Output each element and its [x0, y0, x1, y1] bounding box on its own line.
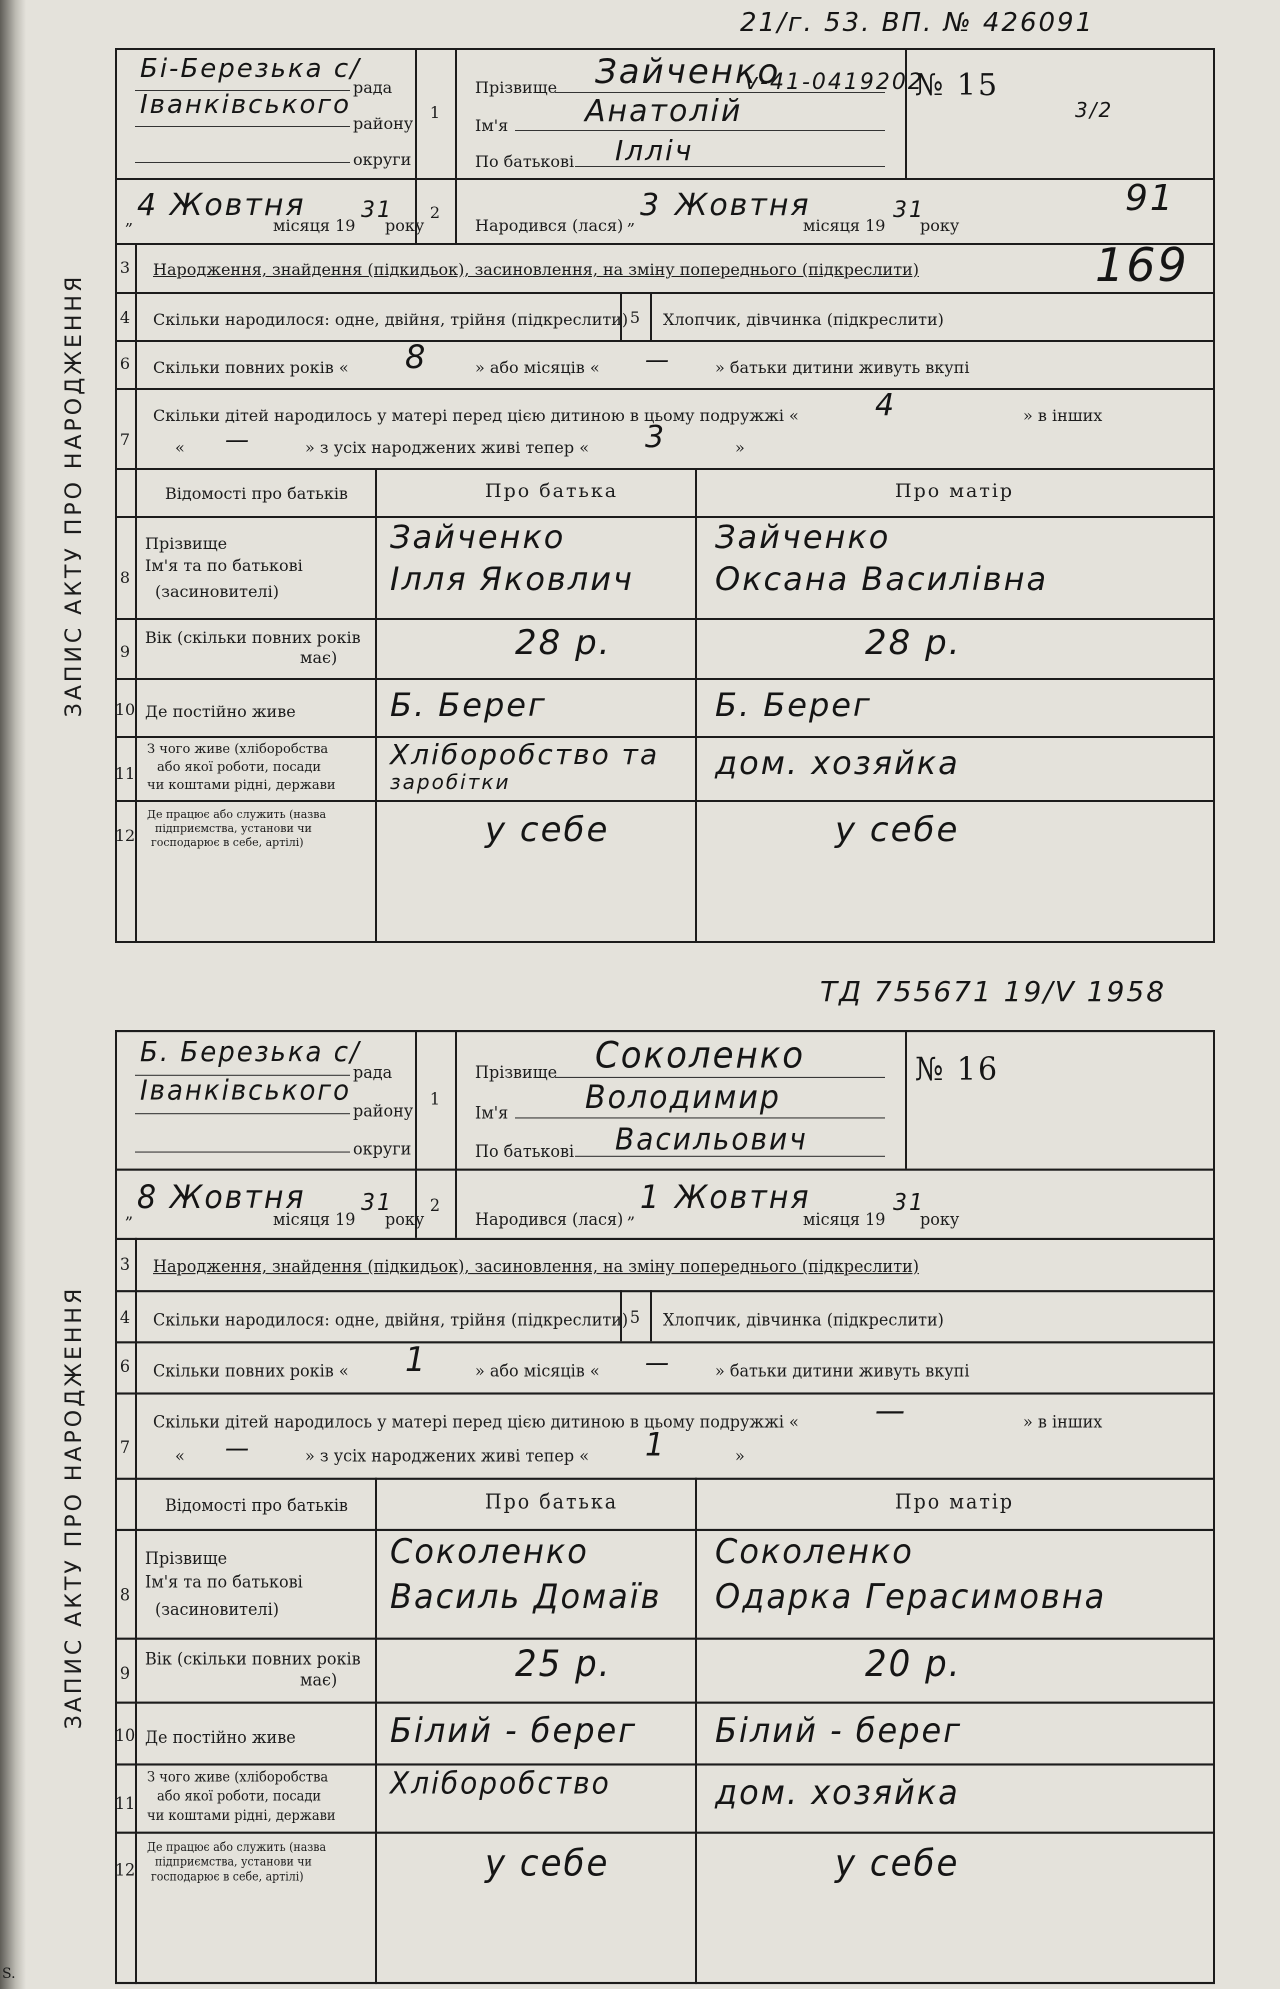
birth-day: 1	[640, 1179, 662, 1217]
row6-b: » або місяців «	[475, 1360, 600, 1381]
reg-year-label: року	[385, 1209, 425, 1230]
birth-month-label: місяця 19	[803, 216, 886, 235]
father-residence: Б. Берег	[390, 686, 547, 724]
father-work: у себе	[485, 1842, 610, 1885]
birth-year: 31	[893, 1189, 925, 1217]
binding-shadow	[0, 0, 26, 1989]
okruha-label: округи	[353, 150, 412, 169]
side-title: ЗАПИС АКТУ ПРО НАРОДЖЕННЯ	[62, 273, 88, 718]
mother-age: 28 р.	[865, 623, 962, 663]
father-occupation-2: заробітки	[390, 770, 511, 794]
surname-label: Прізвище	[475, 78, 558, 97]
surname-label: Прізвище	[475, 1061, 558, 1083]
raion-label: району	[353, 114, 414, 133]
father-name-2: Ілля Яковлич	[390, 560, 634, 598]
birth-month: Жовтня	[675, 1179, 811, 1217]
row4-text: Скільки народилося: одне, двійня, трійня (підкреслити)	[153, 1309, 629, 1330]
name-value: Володимир	[585, 1079, 781, 1117]
row3-text: Народження, знайдення (підкидьок), засиновлення, на зміну попереднього (підкреслити)	[153, 260, 919, 279]
birth-month: Жовтня	[675, 188, 811, 223]
married-years: 1	[405, 1339, 428, 1380]
row6-c: » батьки дитини живуть вкупі	[715, 358, 970, 377]
patronymic-value: Васильович	[615, 1121, 808, 1157]
mother-age: 20 р.	[865, 1642, 962, 1686]
row6-a: Скільки повних років «	[153, 358, 349, 377]
born-label: Народився (лася)	[475, 216, 624, 235]
rada-value: Бі-Березька с/	[140, 54, 361, 84]
birth-day: 3	[640, 188, 662, 223]
father-age: 28 р.	[515, 623, 612, 663]
mother-residence: Білий - берег	[715, 1710, 963, 1751]
mother-name-2: Оксана Василівна	[715, 560, 1049, 598]
patronymic-label: По батькові	[475, 152, 575, 171]
surname-value: Соколенко	[595, 1034, 806, 1077]
father-header: Про батька	[485, 1490, 619, 1514]
birth-month-label: місяця 19	[803, 1209, 886, 1230]
mother-header: Про матір	[895, 1490, 1015, 1514]
mother-name-1: Зайченко	[715, 518, 891, 556]
surname-value: Зайченко	[595, 52, 781, 92]
row5-text: Хлопчик, дівчинка (підкреслити)	[663, 1309, 944, 1330]
father-occupation-1: Хліборобство та	[390, 738, 660, 771]
father-name-1: Зайченко	[390, 518, 566, 556]
form-grid: Бі-Березька с/ рада Іванківського району округи 1 „ 4 Жовтня місяця 19 31 року 2 Прізвище Зайченко Ім'я Анатолій По батькові Ілліч № 15 v-41-0419202 3/2 169 91 Народився (лася) „ 3 Жовтня місяця 19 31 року 3 Народження, знайдення (підкидьок), засиновлення, на зміну попереднього (підкреслити) 4 Скільки народилося: одне, двійня, трійня (підкреслити) 5 Хлопчик, дівчинка (підкреслити) 6 Скільки повних років « 8 » або місяців « — » батьки дитини живуть вкупі 7 Скільки дітей народилось у матері перед цією дитиною в цьому подружжі « 4 » в інших « — » з усіх народжених живі тепер « 3 » Відомості про батьків Про батька Про матір 8 Прізвище Ім'я та по батькові (засиновителі) Зайченко Ілля Яковлич Зайченко Оксана Василівна 9 Вік (скільки повних років має) 28 р. 28 р. 10 Де постійно живе Б. Берег Б. Берег 11 З чого живе (хліборобства або якої роботи, посади чи коштами рідні, держави Хліборобство та заробітки дом. хозяйка 12 Де працює або служить (назва підприємства, установи чи господарює в себе, артілі) у себе у себе	[115, 48, 1215, 943]
birth-year-label: року	[920, 1209, 960, 1230]
parents-info-header: Відомості про батьків	[165, 1494, 348, 1516]
mid-annotation: ТД 755671 19/V 1958	[820, 975, 1167, 1008]
father-name-2: Василь Домаїв	[390, 1575, 662, 1617]
reg-month: Жовтня	[170, 1179, 306, 1217]
row7-b: » в інших	[1023, 1411, 1103, 1432]
mother-occupation: дом. хозяйка	[715, 744, 960, 782]
name-label: Ім'я	[475, 1102, 509, 1123]
birth-year-label: року	[920, 216, 960, 235]
father-occupation-1: Хліборобство	[390, 1765, 611, 1801]
name-value: Анатолій	[585, 94, 743, 129]
raion-label: району	[353, 1100, 414, 1121]
side-title: ЗАПИС АКТУ ПРО НАРОДЖЕННЯ	[62, 1285, 88, 1730]
father-name-1: Соколенко	[390, 1531, 589, 1572]
footer-mark: S.	[2, 1966, 16, 1982]
rada-label: рада	[353, 1061, 393, 1083]
record-number: № 16	[915, 1051, 1000, 1089]
father-age: 25 р.	[515, 1642, 612, 1686]
mother-work: у себе	[835, 810, 960, 850]
row7-a: Скільки дітей народилось у матері перед цією дитиною в цьому подружжі «	[153, 1411, 799, 1432]
married-years: 8	[405, 338, 428, 376]
father-work: у себе	[485, 810, 610, 850]
children-other: —	[225, 426, 251, 454]
rada-label: рада	[353, 78, 393, 97]
children-other: —	[225, 1432, 251, 1463]
reg-year: 31	[361, 198, 393, 223]
raion-value: Іванківського	[140, 90, 351, 120]
mother-name-1: Соколенко	[715, 1531, 914, 1572]
top-annotation: 21/г. 53. ВП. № 426091	[740, 8, 1095, 38]
row6-a: Скільки повних років «	[153, 1360, 349, 1381]
reg-day: 4	[137, 188, 159, 223]
birth-year: 31	[893, 198, 925, 223]
corner-note-3: 91	[1125, 178, 1175, 219]
name-label: Ім'я	[475, 116, 509, 135]
born-label: Народився (лася)	[475, 1209, 624, 1230]
row3-text: Народження, знайдення (підкидьок), засиновлення, на зміну попереднього (підкреслити)	[153, 1255, 919, 1277]
reg-day: 8	[137, 1179, 159, 1217]
rada-value: Б. Березька с/	[140, 1036, 361, 1069]
record-number: № 15	[915, 68, 1000, 103]
alive-now: 1	[645, 1426, 667, 1464]
row7-c: » з усіх народжених живі тепер «	[305, 438, 590, 457]
married-months: —	[645, 346, 671, 374]
row5-text: Хлопчик, дівчинка (підкреслити)	[663, 310, 944, 329]
patronymic-label: По батькові	[475, 1140, 575, 1162]
children-before: 4	[875, 388, 897, 423]
parents-info-header: Відомості про батьків	[165, 484, 348, 503]
reg-month-label: місяця 19	[273, 216, 356, 235]
row6-b: » або місяців «	[475, 358, 600, 377]
mother-header: Про матір	[895, 480, 1015, 502]
patronymic-value: Ілліч	[615, 134, 694, 167]
alive-now: 3	[645, 420, 667, 455]
reg-month-label: місяця 19	[273, 1209, 356, 1230]
corner-note-0: v-41-0419202	[745, 70, 924, 95]
row6-c: » батьки дитини живуть вкупі	[715, 1360, 970, 1381]
row7-a: Скільки дітей народилось у матері перед цією дитиною в цьому подружжі «	[153, 406, 799, 425]
birth-record-16	[40, 1030, 1215, 1985]
mother-residence: Б. Берег	[715, 686, 872, 724]
row4-text: Скільки народилося: одне, двійня, трійня (підкреслити)	[153, 310, 629, 329]
father-header: Про батька	[485, 480, 619, 502]
birth-record-15	[40, 48, 1215, 943]
reg-year: 31	[361, 1189, 393, 1217]
mother-occupation: дом. хозяйка	[715, 1771, 960, 1813]
corner-note-2: 169	[1095, 238, 1189, 292]
mother-work: у себе	[835, 1842, 960, 1885]
row7-c: » з усіх народжених живі тепер «	[305, 1445, 590, 1466]
raion-value: Іванківського	[140, 1074, 351, 1107]
father-residence: Білий - берег	[390, 1710, 638, 1751]
mother-name-2: Одарка Герасимовна	[715, 1575, 1107, 1617]
okruha-label: округи	[353, 1138, 412, 1159]
children-before: —	[875, 1392, 907, 1430]
form-grid: Б. Березька с/ рада Іванківського району округи 1 „ 8 Жовтня місяця 19 31 року 2 Прізвище Соколенко Ім'я Володимир По батькові Васильович № 16 Народився (лася) „ 1 Жовтня місяця 19 31 року 3 Народження, знайдення (підкидьок), засиновлення, на зміну попереднього (підкреслити) 4 Скільки народилося: одне, двійня, трійня (підкреслити) 5 Хлопчик, дівчинка (підкреслити) 6 Скільки повних років « 1 » або місяців « — » батьки дитини живуть вкупі 7 Скільки дітей народилось у матері перед цією дитиною в цьому подружжі « — » в інших « — » з усіх народжених живі тепер « 1 » Відомості про батьків Про батька Про матір 8 Прізвище Ім'я та по батькові (засиновителі) Соколенко Василь Домаїв Соколенко Одарка Герасимовна 9 Вік (скільки повних років має) 25 р. 20 р. 10 Де постійно живе Білий - берег Білий - берег 11 З чого живе (хліборобства або якої роботи, посади чи коштами рідні, держави Хліборобство дом. хозяйка 12 Де працює або служить (назва підприємства, установи чи господарює в себе, артілі) у себе у себе	[115, 1030, 1215, 1984]
corner-note-1: 3/2	[1075, 98, 1114, 122]
reg-month: Жовтня	[170, 188, 306, 223]
married-months: —	[645, 1347, 671, 1378]
reg-year-label: року	[385, 216, 425, 235]
row7-b: » в інших	[1023, 406, 1103, 425]
